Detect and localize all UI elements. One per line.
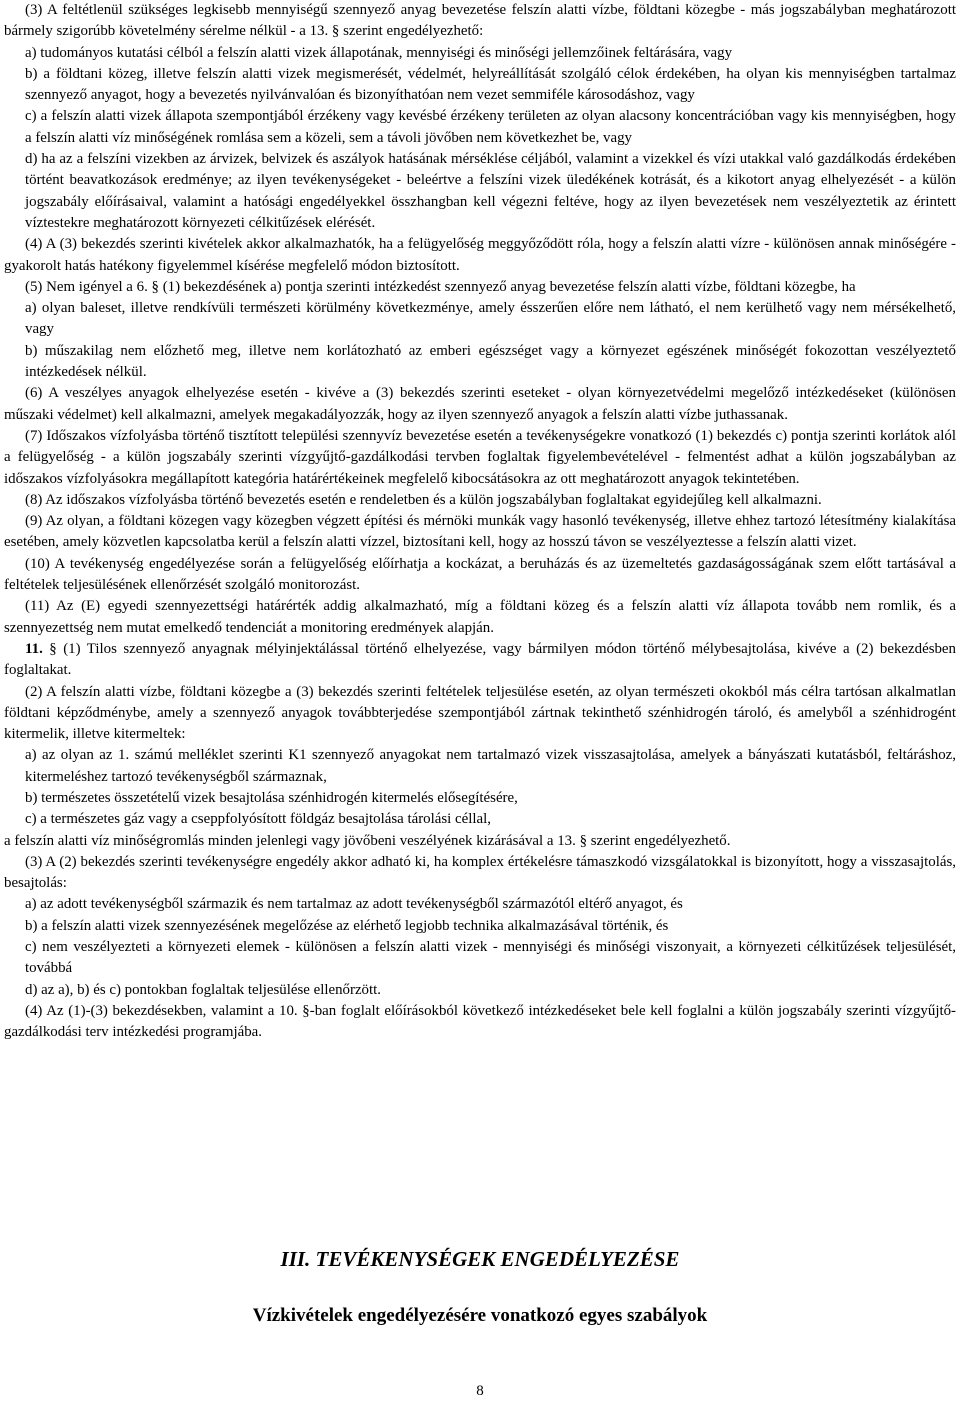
list-item: c) a természetes gáz vagy a cseppfolyósított földgáz besajtolása tárolási céllal, <box>25 811 491 828</box>
list-item: b) műszakilag nem előzhető meg, illetve nem korlátozható az emberi egészséget vagy a környezet egészének minőségét fokozottan veszélyeztető intézkedések nélkül. <box>25 342 956 381</box>
paragraph: (10) A tevékenység engedélyezése során a felügyelőség előírhatja a kockázat, a beruházás és az üzemeltetés gazdaságosságának szem előtt tartásával a feltételek teljesülésének ellenőrzését szolgáló monitorozást. <box>4 555 956 594</box>
section-title: Vízkivételek engedélyezésére vonatkozó egyes szabályok <box>252 1305 708 1326</box>
list-item: a) olyan baleset, illetve rendkívüli természeti körülmény következménye, amely ésszerűen előre nem látható, el nem kerülhető vagy nem mérsékelhető, vagy <box>25 300 956 338</box>
paragraph: (11) Az (E) egyedi szennyezettségi határérték addig alkalmazható, míg a földtani közeg és a felszín alatti víz állapota tovább nem romlik, és a szennyezettség nem mutat emelkedő tendenciát a monitoring eredmények alapján. <box>4 598 956 636</box>
paragraph: (4) Az (1)-(3) bekezdésekben, valamint a 10. §-ban foglalt előírásokból következő intézkedéseket bele kell foglalni a külön jogszabály szerinti vízgyűjtő-gazdálkodási terv intézkedési programjába. <box>4 1002 956 1041</box>
paragraph: (3) A (2) bekezdés szerinti tevékenységre engedély akkor adható ki, ha komplex értékelésre támaszkodó vizsgálatokkal is bizonyított, hogy a visszasajtolás, besajtolás: <box>4 853 956 892</box>
list-item: d) az a), b) és c) pontokban foglaltak teljesülése ellenőrzött. <box>25 981 381 998</box>
list-item: b) természetes összetételű vizek besajtolása szénhidrogén kitermelés elősegítésére, <box>25 789 518 806</box>
paragraph: (7) Időszakos vízfolyásba történő tisztított települési szennyvíz bevezetése esetén a tevékenységekre vonatkozó (1) bekezdés c) pontja szerinti korlátok alól a felügyelőség - a külön jogszabály szerinti vízgyűjtő-gazdálkodási tervben foglaltak figyelembevételével - felmentést adhat a külön jogszabályban az időszakos vízfolyásokra megállapított kategória határértékeinek megfelelő kibocsátásokra az ott meghatározott anyagok tekintetében. <box>4 427 956 487</box>
section-paragraph <box>4 639 956 682</box>
chapter-title: III. TEVÉKENYSÉGEK ENGEDÉLYEZÉSE <box>280 1247 680 1271</box>
list-item: a) tudományos kutatási célból a felszín alatti vizek állapotának, mennyiségi és minőségi jellemzőinek feltárására, vagy <box>25 44 733 61</box>
paragraph: (4) A (3) bekezdés szerinti kivételek akkor alkalmazhatók, ha a felügyelőség meggyőződött róla, hogy a felszín alatti vízre - különösen annak minőségére - gyakorolt hatás hatékony figyelemmel kísérése megfelelő módon biztosított. <box>4 236 956 274</box>
list-item: d) ha az a felszíni vizekben az árvizek, belvizek és aszályok hatásának mérséklése céljából, valamint a vizekkel és vízi utakkal való gazdálkodás érdekében történt beavatkozások eredménye; az ilyen tevékenységeket - beleértve a felszíni vizek üledékének kotrását, és a kikotort anyag elhelyezését - a külön jogszabály előírásaival, valamint a hatósági engedélyekkel összhangban kell végezni feltéve, hogy az ilyen bevezetések nem veszélyeztetik az érintett víztestekre meghatározott környezeti célkitűzések elérését. <box>25 151 956 231</box>
section-number: 11. <box>25 640 43 657</box>
list-item: a) az olyan az 1. számú melléklet szerinti K1 szennyező anyagokat nem tartalmazó vizek visszasajtolása, amelyek a bányászati kutatásból, feltáráshoz, kitermeléshez tartozó tevékenységből származnak, <box>25 747 956 785</box>
list-item: c) nem veszélyezteti a környezeti elemek - különösen a felszín alatti vizek - mennyiségi és minőségi viszonyait, a környezeti célkitűzések teljesülését, továbbá <box>25 939 956 977</box>
paragraph: (6) A veszélyes anyagok elhelyezése esetén - kivéve a (3) bekezdés szerinti eseteket - olyan környezetvédelmi megelőző intézkedéseket (különösen műszaki védelmet) kell alkalmazni, amelyek megakadályozzák, hogy az ilyen szennyező anyagok a felszín alatti vízbe juthassanak. <box>4 385 956 423</box>
list-item: c) a felszín alatti vizek állapota szempontjából érzékeny vagy kevésbé érzékeny területen az olyan alacsony koncentrációban vagy kis mennyiségben, hogy a felszín alatti víz minőségének romlása sem a közeli, sem a távoli jövőben nem következhet be, vagy <box>25 108 956 146</box>
page-number: 8 <box>476 1383 484 1399</box>
document-body <box>4 0 956 1044</box>
list-item: a) az adott tevékenységből származik és nem tartalmaz az adott tevékenységből származótól eltérő anyagot, és <box>25 896 683 913</box>
list-item: b) a földtani közeg, illetve felszín alatti vizek megismerését, védelmét, helyreállítását szolgáló célok érdekében, ha olyan kis mennyiségben tartalmaz szennyező anyagot, hogy a bevezetés nyilvánvalóan és bizonyíthatóan nem vezet semmiféle károsodáshoz, vagy <box>25 65 956 104</box>
paragraph: (3) A feltétlenül szükséges legkisebb mennyiségű szennyező anyag bevezetése felszín alatti vízbe, földtani közegbe - más jogszabályban meghatározott bármely szigorúbb követelmény sérelme nélkül - a 13. § szerint engedélyezhető: <box>4 2 956 40</box>
list-item: b) a felszín alatti vizek szennyezésének megelőzése az elérhető legjobb technika alkalmazásával történik, és <box>25 917 669 934</box>
paragraph: (5) Nem igényel a 6. § (1) bekezdésének a) pontja szerinti intézkedést szennyező anyag bevezetése felszín alatti vízbe, földtani közegbe, ha <box>25 278 856 295</box>
paragraph: a felszín alatti víz minőségromlás minden jelenlegi vagy jövőbeni veszélyének kizárásával a 13. § szerint engedélyezhető. <box>4 832 731 849</box>
section-text: § (1) Tilos szennyező anyagnak mélyinjektálással történő elhelyezése, vagy bármilyen módon történő mélybesajtolása, kivéve a (2) bekezdésben foglaltakat. <box>4 640 956 679</box>
paragraph: (8) Az időszakos vízfolyásba történő bevezetés esetén e rendeletben és a külön jogszabályban foglaltakat egyidejűleg kell alkalmazni. <box>25 491 822 508</box>
paragraph: (9) Az olyan, a földtani közegen vagy közegben végzett építési és mérnöki munkák vagy hasonló tevékenység, illetve ehhez tartozó létesítmény kialakítása esetében, amely közvetlen kapcsolatba kerül a felszín alatti vízzel, biztosítani kell, hogy az hosszú távon se veszélyeztesse a felszín alatti vizet. <box>4 513 956 551</box>
paragraph: (2) A felszín alatti vízbe, földtani közegbe a (3) bekezdés szerinti feltételek teljesülése esetén, az olyan természeti okokból más célra tartósan alkalmatlan földtani képződménybe, amely a szennyező anyagok továbbterjedése szempontjából zártnak tekinthető szénhidrogén tároló, és amelyből a szénhidrogént kitermelik, illetve kitermeltek: <box>4 683 956 743</box>
